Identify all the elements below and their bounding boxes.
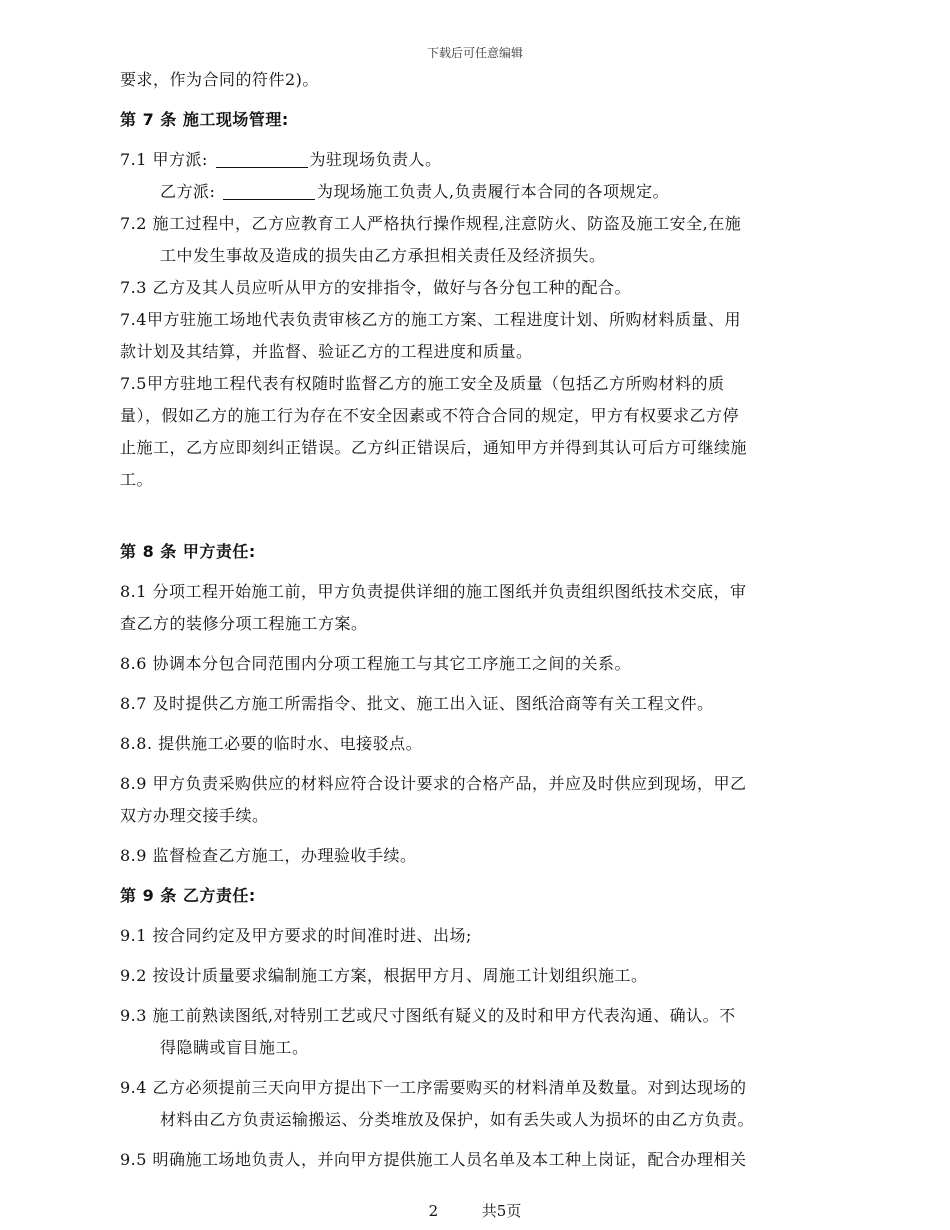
clause-text: 为驻现场负责人。 — [309, 150, 442, 169]
clause-7-1 — [120, 144, 832, 176]
clause-7-5-cont: 止施工，乙方应即刻纠正错误。乙方纠正错误后，通知甲方并得到其认可后方可继续施 — [120, 438, 748, 457]
clause-8-8: 8.8. 提供施工必要的临时水、电接驳点。 — [120, 734, 423, 753]
clause-text: 为现场施工负责人,负责履行本合同的各项规定。 — [317, 182, 670, 201]
document-body — [120, 64, 832, 1176]
blank-underline — [223, 181, 315, 200]
page-number: 2 — [428, 1202, 439, 1220]
clause-9-5: 9.5 明确施工场地负责人，并向甲方提供施工人员名单及本工种上岗证，配合办理相关 — [120, 1150, 747, 1169]
clause-8-7: 8.7 及时提供乙方施工所需指令、批文、施工出入证、图纸洽商等有关工程文件。 — [120, 694, 714, 713]
clause-text: 7.1 甲方派: — [120, 150, 208, 169]
clause-7-4: 7.4甲方驻施工场地代表负责审核乙方的施工方案、工程进度计划、所购材料质量、用 — [120, 310, 741, 329]
blank-underline — [216, 149, 308, 168]
section-heading-7: 第 7 条 施工现场管理: — [120, 110, 289, 129]
clause-7-2: 7.2 施工过程中，乙方应教育工人严格执行操作规程,注意防火、防盗及施工安全,在施 — [120, 214, 742, 233]
page-header: 下载后可任意编辑 — [426, 46, 523, 60]
page-total: 共5页 — [481, 1202, 522, 1220]
clause-9-4-cont: 材料由乙方负责运输搬运、分类堆放及保护，如有丢失或人为损坏的由乙方负责。 — [160, 1110, 755, 1129]
clause-7-2-cont: 工中发生事故及造成的损失由乙方承担相关责任及经济损失。 — [160, 246, 606, 265]
clause-text: 乙方派: — [160, 182, 216, 201]
clause-8-9: 8.9 甲方负责采购供应的材料应符合设计要求的合格产品，并应及时供应到现场，甲乙 — [120, 774, 747, 793]
clause-8-1: 8.1 分项工程开始施工前，甲方负责提供详细的施工图纸并负责组织图纸技术交底，审 — [120, 582, 747, 601]
paragraph-line: 要求，作为合同的符件2)。 — [120, 70, 319, 89]
clause-8-9-b: 8.9 监督检查乙方施工，办理验收手续。 — [120, 846, 417, 865]
clause-9-2: 9.2 按设计质量要求编制施工方案，根据甲方月、周施工计划组织施工。 — [120, 966, 648, 985]
clause-7-5: 7.5甲方驻地工程代表有权随时监督乙方的施工安全及质量（包括乙方所购材料的质 — [120, 374, 725, 393]
section-heading-9: 第 9 条 乙方责任: — [120, 886, 256, 905]
clause-8-6: 8.6 协调本分包合同范围内分项工程施工与其它工序施工之间的关系。 — [120, 654, 632, 673]
clause-7-4-cont: 款计划及其结算，并监督、验证乙方的工程进度和质量。 — [120, 342, 533, 361]
clause-7-3: 7.3 乙方及其人员应听从甲方的安排指令，做好与各分包工种的配合。 — [120, 278, 632, 297]
clause-9-1: 9.1 按合同约定及甲方要求的时间准时进、出场; — [120, 926, 472, 945]
clause-8-9-cont: 双方办理交接手续。 — [120, 806, 269, 825]
section-heading-8: 第 8 条 甲方责任: — [120, 542, 256, 561]
clause-7-1-b — [120, 176, 832, 208]
clause-7-5-cont: 量），假如乙方的施工行为存在不安全因素或不符合合同的规定，甲方有权要求乙方停 — [120, 406, 740, 425]
clause-8-1-cont: 查乙方的装修分项工程施工方案。 — [120, 614, 368, 633]
page-footer — [0, 1200, 950, 1221]
clause-9-3: 9.3 施工前熟读图纸,对特别工艺或尺寸图纸有疑义的及时和甲方代表沟通、确认。不 — [120, 1006, 736, 1025]
clause-7-5-cont: 工。 — [120, 470, 154, 489]
clause-9-4: 9.4 乙方必须提前三天向甲方提出下一工序需要购买的材料清单及数量。对到达现场的 — [120, 1078, 747, 1097]
clause-9-3-cont: 得隐瞒或盲目施工。 — [160, 1038, 309, 1057]
